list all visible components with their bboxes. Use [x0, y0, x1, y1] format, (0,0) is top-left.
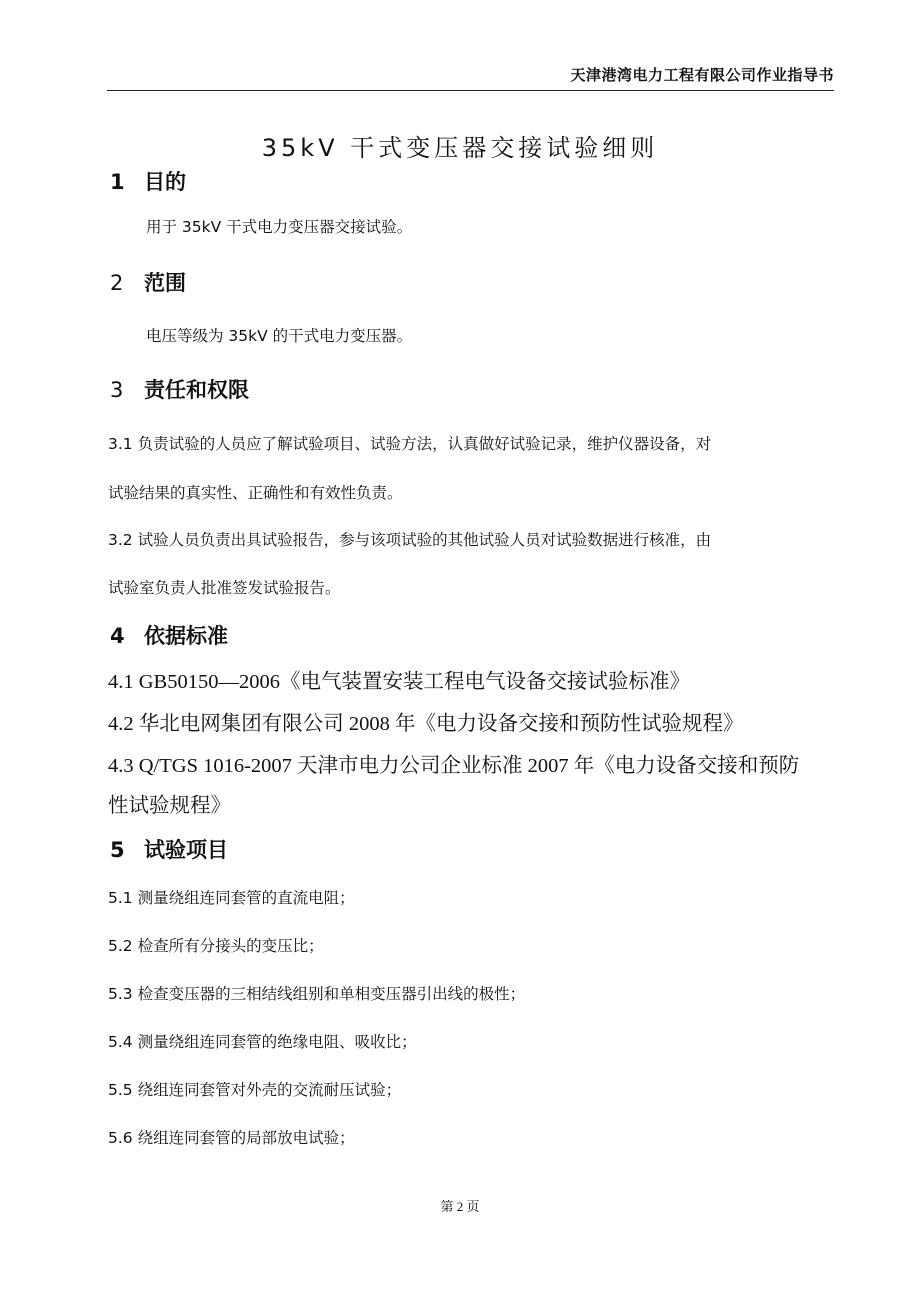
section-1-number: 1 — [110, 170, 125, 194]
standard-item-continuation: 性试验规程》 — [108, 795, 231, 817]
test-item: 5.4 测量绕组连同套管的绝缘电阻、吸收比； — [108, 1033, 417, 1051]
section-2-heading — [110, 267, 186, 297]
test-item: 5.3 检查变压器的三相结线组别和单相变压器引出线的极性； — [108, 985, 526, 1003]
section-1-title: 目的 — [144, 170, 186, 194]
section-3-2-line-1: 3.2 试验人员负责出具试验报告，参与该项试验的其他试验人员对试验数据进行核准，由 — [108, 531, 712, 549]
section-5-number: 5 — [110, 838, 125, 862]
section-3-heading — [110, 374, 249, 404]
standard-item: 4.1 GB50150—2006《电气装置安装工程电气设备交接试验标准》 — [108, 671, 690, 693]
section-2-number: 2 — [110, 271, 124, 295]
section-2-title: 范围 — [144, 271, 186, 295]
section-1-text: 用于 35kV 干式电力变压器交接试验。 — [146, 218, 413, 236]
section-4-title: 依据标准 — [144, 624, 228, 648]
section-3-title: 责任和权限 — [144, 378, 249, 402]
section-3-2-line-2: 试验室负责人批准签发试验报告。 — [108, 579, 341, 597]
section-4-number: 4 — [110, 624, 125, 648]
test-item: 5.2 检查所有分接头的变压比； — [108, 937, 324, 955]
section-4-heading — [110, 620, 228, 650]
standard-item: 4.2 华北电网集团有限公司 2008 年《电力设备交接和预防性试验规程》 — [108, 713, 744, 735]
section-3-1-line-2: 试验结果的真实性、正确性和有效性负责。 — [108, 484, 403, 502]
standard-item: 4.3 Q/TGS 1016-2007 天津市电力公司企业标准 2007 年《电力设备交接和预防 — [108, 755, 800, 777]
section-5-title: 试验项目 — [144, 838, 228, 862]
section-3-1-line-1: 3.1 负责试验的人员应了解试验项目、试验方法，认真做好试验记录，维护仪器设备，对 — [108, 435, 712, 453]
test-item: 5.5 绕组连同套管对外壳的交流耐压试验； — [108, 1081, 402, 1099]
page-number: 第 2 页 — [440, 1199, 480, 1214]
document-title: 35kV 干式变压器交接试验细则 — [261, 134, 659, 162]
test-item: 5.6 绕组连同套管的局部放电试验； — [108, 1129, 355, 1147]
section-1-heading — [110, 166, 186, 196]
section-5-heading — [110, 834, 228, 864]
section-3-number: 3 — [110, 378, 124, 402]
page-header — [107, 62, 834, 91]
test-item: 5.1 测量绕组连同套管的直流电阻； — [108, 889, 355, 907]
company-header-title: 天津港湾电力工程有限公司作业指导书 — [570, 66, 834, 84]
section-2-text: 电压等级为 35kV 的干式电力变压器。 — [146, 327, 413, 345]
